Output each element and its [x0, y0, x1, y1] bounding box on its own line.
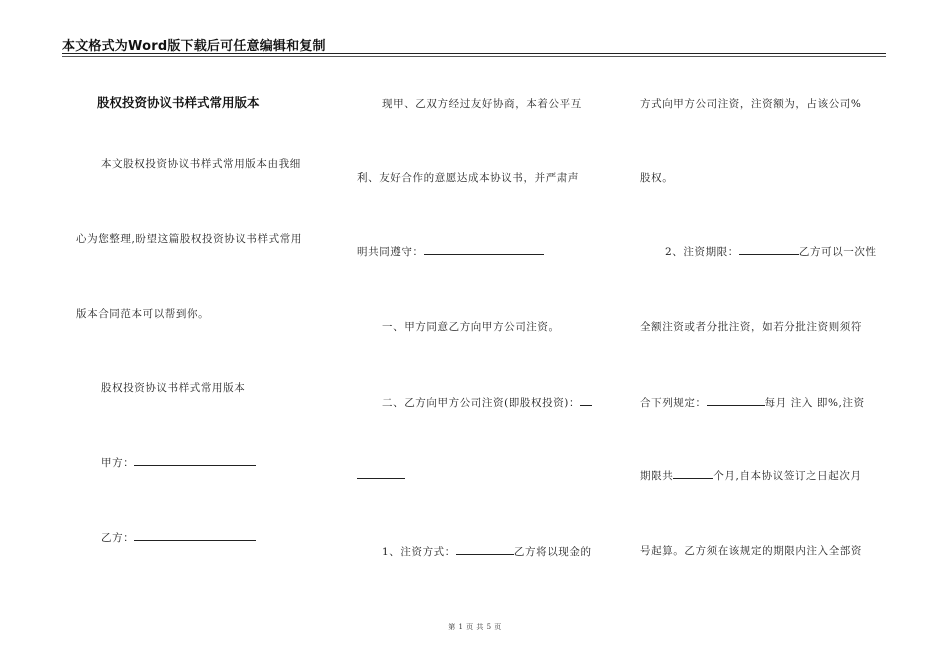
party-a-row: [101, 454, 256, 470]
intro-line-3: 版本合同范本可以帮到你。: [76, 308, 210, 320]
intro-line-2: 心为您整理,盼望这篇股权投资协议书样式常用: [76, 233, 302, 245]
subtitle: 股权投资协议书样式常用版本: [101, 382, 246, 394]
col3-line-3: [665, 243, 877, 259]
col3-line-6-suffix: 个月,自本协议签订之日起次月: [713, 470, 862, 482]
party-b-row: [101, 529, 256, 545]
party-b-label: 乙方：: [101, 532, 135, 544]
col3-line-3-suffix: 乙方可以一次性: [798, 246, 877, 258]
col3-line-3-blank: [739, 243, 799, 255]
col3-line-5: [640, 394, 865, 410]
col3-line-6: [640, 467, 862, 483]
clause-intro-line-1: 现甲、乙双方经过友好协商，本着公平互: [382, 98, 582, 110]
col3-line-6-blank: [673, 467, 713, 479]
clause-item-3-prefix: 1、注资方式：: [382, 546, 456, 558]
clause-item-2-continued: [357, 467, 405, 482]
intro-line-1: 本文股权投资协议书样式常用版本由我细: [101, 158, 301, 170]
clause-intro-line-2: 利、友好合作的意愿达成本协议书，并严肃声: [357, 172, 579, 184]
header-divider: [62, 56, 886, 57]
col3-line-4: 全额注资或者分批注资，如若分批注资则须符: [640, 321, 862, 333]
col3-line-1: 方式向甲方公司注资，注资额为，占该公司%: [640, 98, 862, 110]
clause-item-3: [382, 543, 592, 559]
clause-item-3-suffix: 乙方将以现金的: [513, 546, 592, 558]
clause-item-2-text: 二、乙方向甲方公司注资(即股权投资)：: [382, 397, 581, 409]
document-title: 股权投资协议书样式常用版本: [97, 95, 260, 110]
clause-item-2-blank: [580, 394, 592, 406]
party-a-label: 甲方：: [101, 457, 135, 469]
col3-line-3-prefix: 2、注资期限：: [665, 246, 739, 258]
party-b-blank: [134, 529, 256, 541]
col3-line-6-prefix: 期限共: [640, 470, 674, 482]
clause-item-2: [382, 394, 592, 410]
page-indicator: 第 1 页 共 5 页: [448, 623, 502, 631]
header-title: 本文格式为Word版下载后可任意编辑和复制: [62, 39, 326, 54]
page-header: [62, 36, 886, 54]
col3-line-7: 号起算。乙方须在该规定的期限内注入全部资: [640, 545, 862, 557]
party-a-blank: [134, 454, 256, 466]
clause-intro-blank: [424, 243, 544, 255]
clause-item-3-blank: [456, 543, 514, 555]
col3-line-5-blank: [707, 394, 765, 406]
col3-line-5-suffix: 每月 注入 即%,注资: [764, 397, 865, 409]
clause-intro-text: 明共同遵守：: [357, 246, 424, 258]
col3-line-2: 股权。: [640, 172, 674, 184]
clause-item-1: 一、甲方同意乙方向甲方公司注资。: [382, 321, 560, 333]
clause-item-2-blank-continued: [357, 467, 405, 479]
col3-line-5-prefix: 合下列规定：: [640, 397, 707, 409]
clause-intro-line-3: [357, 243, 544, 259]
